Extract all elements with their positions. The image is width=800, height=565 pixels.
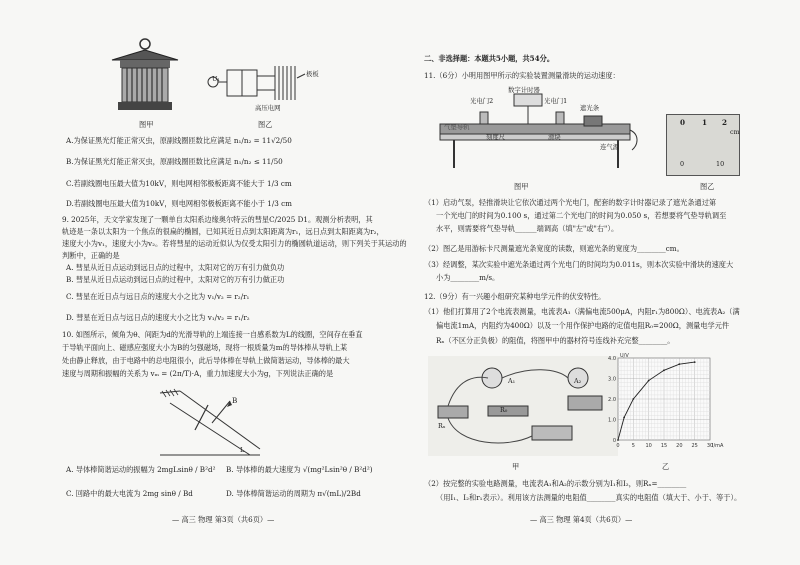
chart-fig-label: 乙 [662, 462, 670, 471]
q11-part-1c: 水平，则需要将气垫导轨______端调高（填"左"或"右"）。 [436, 224, 619, 233]
q10-line-3: 处由静止释放，由于电路中的总电阻很小，此后导体棒在导轨上做简谐运动，导体棒的最大 [62, 356, 350, 365]
chart-x-label: I/mA [712, 443, 724, 449]
circuit-r0-label: R₀ [500, 406, 508, 414]
b-field-label: B [232, 396, 238, 405]
chart-y-tick: 3.0 [608, 376, 616, 383]
circuit-a2-label: A₂ [574, 377, 582, 385]
page-3-footer: — 高三 物理 第3页（共6页）— [172, 515, 275, 524]
chart-point [617, 439, 619, 441]
gate1-label: 光电门1 [544, 97, 568, 105]
chart-x-tick: 5 [631, 443, 635, 449]
chart-y-tick: 0 [612, 438, 616, 444]
q9-line-1: 9. 2025年，天文学家发现了一颗单自太阳系边缘奥尔特云的彗星C/2025 D1。观测分析表明，其 [62, 215, 373, 224]
q9-option-d: D. 彗星在近日点与远日点的速度大小之比为 v₁/v₂ = r₁/r₂ [66, 313, 250, 322]
chart-x-tick: 25 [691, 443, 698, 449]
chart-y-label: U/V [620, 353, 629, 359]
q11-part-2: （2）图乙是用游标卡尺测量遮光条宽度的读数，则遮光条的宽度为________cm。 [424, 244, 684, 253]
l-coil-label: L [240, 446, 245, 454]
q11-part-3b: 小为________m/s。 [436, 273, 500, 282]
fig-a-label: 图甲 [139, 120, 154, 129]
chart-point [623, 417, 625, 419]
circuit-a1-label: A₁ [508, 377, 516, 385]
q9-line-4: 判断中，正确的是 [62, 251, 120, 260]
incline-rail-figure [150, 385, 270, 457]
q9-option-a: A. 彗星从近日点运动到远日点的过程中，太阳对它的万有引力做负功 [66, 263, 285, 272]
chart-point [648, 380, 650, 382]
shade-label: 遮光条 [580, 104, 600, 112]
q11-part-3a: （3）经调整，某次实验中遮光条通过两个光电门的时间均为0.011s，则本次实验中滑块的速度大 [424, 260, 734, 269]
q9-option-b: B. 彗星从近日点运动到远日点的过程中，太阳对它的万有引力做正功 [66, 275, 285, 284]
q12-part-2a: （2）按完整的实验电路测量，电流表A₁和A₂的示数分别为I₁和I₂，则Rₓ=________ [424, 479, 687, 488]
q9-option-c: C. 彗星在近日点与远日点的速度大小之比为 v₁/v₂ = r₂/r₁ [66, 292, 250, 301]
grid-label: 高压电网 [255, 104, 281, 112]
q12-part-1b: 偏电流1mA，内阻约为400Ω）以及一个用作保护电路的定值电阻R₀=200Ω，测量电学元件 [436, 321, 730, 330]
q8-option-d: D.若副线圈电压最大值为10kV，则电网相邻极板距离不能小于 1/3 cm [66, 199, 292, 208]
page-4 [404, 0, 800, 565]
q11-fig1-label: 图甲 [514, 182, 529, 191]
q10-option-d: D. 导体棒简谐运动的周期为 π√(mL)/2Bd [226, 489, 361, 498]
caliper-tick-0: 0 [680, 118, 686, 127]
slider-label: 滑块 [548, 133, 561, 141]
chart-point [694, 361, 696, 363]
caliper-tick-1: 1 [702, 118, 708, 127]
q12-part-1c: Rₓ（不区分正负极）的阻值，将图甲中的器材符号连线补充完整________。 [436, 336, 675, 345]
q10-line-4: 速度与周期和振幅的关系为 vₘ = (2π/T)·A，重力加速度大小为g，下列说法正确的是 [62, 369, 334, 378]
section-title: 二、非选择题：本题共5小题，共54分。 [424, 54, 555, 63]
circuit-rx-label: Rₓ [438, 422, 446, 430]
chart-y-tick: 1.0 [608, 417, 616, 424]
q8-option-a: A.为保证黑光灯能正常灭虫，原副线圈匝数比应满足 n₁/n₂ = 11√2/50 [66, 136, 292, 145]
q8-option-c: C.若副线圈电压最大值为10kV，则电网相邻极板距离不能大于 1/3 cm [66, 179, 292, 188]
timer-label: 数字计时器 [508, 86, 540, 94]
q9-line-3: 速度大小为v₁，速度大小为v₂。若将彗星的运动近似认为仅受太阳引力的椭圆轨道运动，则下列关于其运动的 [62, 239, 407, 248]
chart-point [678, 363, 680, 365]
plate-label: 极板 [306, 70, 319, 78]
scale-label: 刻度尺 [486, 133, 506, 141]
chart-x-tick: 0 [616, 443, 620, 449]
fig-b-label: 图乙 [258, 120, 273, 129]
chart-y-tick: 2.0 [608, 397, 616, 403]
gate2-label: 光电门2 [470, 97, 494, 105]
q10-option-a: A. 导体棒简谐运动的振幅为 2mgLsinθ / B²d² [66, 465, 216, 474]
q11-title: 11.（6分）小明用图甲所示的实验装置测量滑块的运动速度： [424, 71, 620, 80]
q11-part-1a: （1）启动气泵，轻推滑块让它依次通过两个光电门，配套的数字计时器记录了遮光条通过第 [424, 198, 717, 207]
q10-option-b: B. 导体棒的最大速度为 √(mg²Lsin²θ / B²d²) [226, 465, 373, 474]
chart-x-tick: 20 [676, 443, 683, 449]
q9-line-2: 轨迹是一条以太阳为一个焦点的很扁的椭圆，已知其近日点到太阳距离为r₁，远日点到太阳距离为r₂， [62, 227, 384, 236]
q10-line-2: 于导轨平面向上、磁感应强度大小为B的匀强磁场，现将一根质量为m的导体棒从导轨上某 [62, 343, 348, 352]
chart-point [632, 398, 634, 400]
q11-fig2-label: 图乙 [700, 182, 715, 191]
q12-title: 12.（9分）有一兴趣小组研究某种电学元件的伏安特性。 [424, 292, 606, 301]
air-source-label: 连气源 [600, 143, 620, 151]
chart-y-tick: 4.0 [608, 356, 616, 362]
chart-point [663, 369, 665, 371]
q12-part-1a: （1）他们打算用了2个电流表测量，电流表A₁（满偏电流500μA，内阻r₁为800Ω）、电流表A₂（满 [424, 307, 740, 316]
caliper-vernier-10: 10 [716, 160, 725, 168]
iv-chart [600, 350, 724, 460]
track-label: 气垫导轨 [444, 123, 470, 131]
chart-x-tick: 10 [645, 443, 652, 449]
page-4-footer: — 高三 物理 第4页（共6页）— [530, 515, 633, 524]
q10-option-c: C. 回路中的最大电流为 2mg sinθ / Bd [66, 489, 193, 498]
caliper-tick-2: 2 [722, 118, 728, 127]
chart-x-tick: 15 [660, 443, 668, 449]
bug-lamp-figure [100, 38, 190, 118]
caliper-unit: cm [730, 128, 740, 136]
q11-part-1b: 一个光电门的时间为0.100 s，通过第二个光电门的时间为0.050 s，若想要将气垫导轨调至 [436, 211, 727, 220]
q12-part-2b: （用I₁、I₂和r₁表示）。利用该方法测量的电阻值________真实的电阻值（填大于、小于、等于）。 [436, 493, 742, 502]
q10-line-1: 10. 如图所示，倾角为θ、间距为d的光滑导轨的上端连接一自感系数为L的线圈，空间存在垂直 [62, 330, 363, 339]
circuit-figure [428, 356, 618, 456]
chart-x-tick: 30 [706, 443, 714, 449]
circuit-fig-label: 甲 [512, 462, 520, 471]
q8-option-b: B.为保证黑光灯能正常灭虫，原副线圈匝数比应满足 n₁/n₂ ≤ 11/50 [66, 157, 283, 166]
caliper-vernier-0: 0 [680, 160, 685, 168]
u1-label: U₁ [212, 75, 220, 83]
